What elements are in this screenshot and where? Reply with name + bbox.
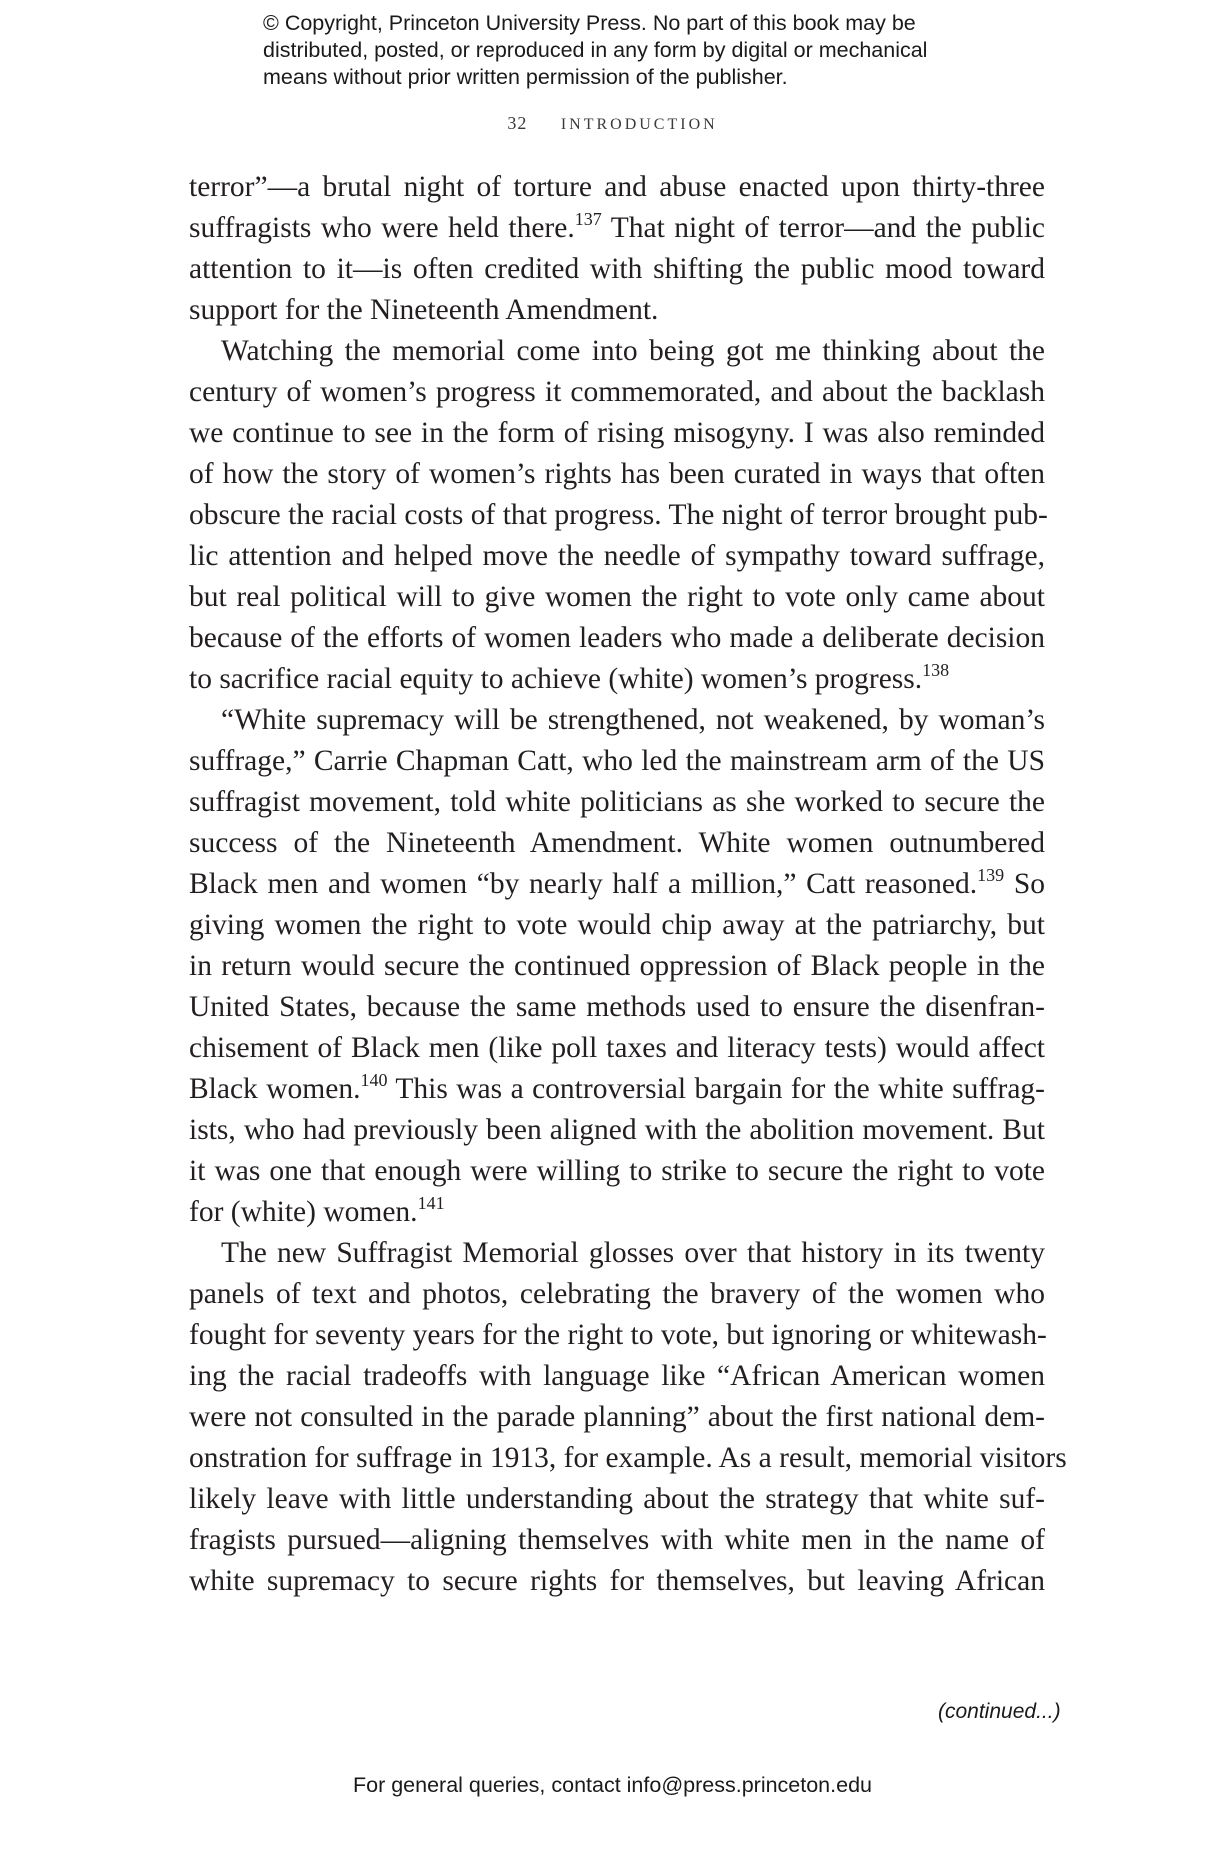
text-line — [189, 167, 1045, 208]
text-line — [189, 618, 1045, 659]
line-text: suffragist movement, told white politicians as she worked to secure the — [189, 786, 1045, 818]
line-text: attention to it—is often credited with shifting the public mood toward — [189, 253, 1045, 285]
text-line — [189, 1397, 1045, 1438]
line-text: suffragists who were held there. — [189, 212, 575, 244]
copyright-line: means without prior written permission of the publisher. — [263, 65, 788, 89]
line-text: success of the Nineteenth Amendment. White women outnumbered — [189, 827, 1045, 859]
text-line — [189, 413, 1045, 454]
text-line — [189, 372, 1045, 413]
copyright-line: © Copyright, Princeton University Press. No part of this book may be — [263, 11, 916, 35]
line-text: fought for seventy years for the right to vote, but ignoring or whitewash- — [189, 1319, 1047, 1351]
text-line — [189, 249, 1045, 290]
footnote-reference[interactable]: 137 — [574, 209, 602, 229]
text-line — [189, 1151, 1045, 1192]
text-line — [189, 1192, 1045, 1233]
footnote-reference[interactable]: 139 — [977, 865, 1005, 885]
line-text: “White supremacy will be strengthened, not weakened, by woman’s — [221, 704, 1045, 736]
line-text: giving women the right to vote would chip away at the patriarchy, but — [189, 909, 1045, 941]
body-text — [189, 167, 1067, 1602]
text-line — [189, 1479, 1045, 1520]
text-line — [189, 536, 1045, 577]
footer-contact: For general queries, contact info@press.princeton.edu — [352, 1773, 872, 1797]
line-text: United States, because the same methods used to ensure the disenfran- — [189, 991, 1045, 1023]
text-line — [189, 905, 1045, 946]
text-line — [189, 823, 1045, 864]
line-text: support for the Nineteenth Amendment. — [189, 294, 659, 326]
line-text: The new Suffragist Memorial glosses over that history in its twenty — [221, 1237, 1045, 1269]
text-line — [189, 782, 1045, 823]
line-text: of how the story of women’s rights has been curated in ways that often — [189, 458, 1045, 490]
line-text: century of women’s progress it commemorated, and about the backlash — [189, 376, 1045, 408]
footnote-reference[interactable]: 141 — [417, 1193, 445, 1213]
text-line — [189, 577, 1045, 618]
line-text: but real political will to give women the right to vote only came about — [189, 581, 1045, 613]
text-line — [189, 659, 1045, 700]
line-text: fragists pursued—aligning themselves with white men in the name of — [189, 1524, 1045, 1556]
line-text: because of the efforts of women leaders who made a deliberate decision — [189, 622, 1045, 654]
line-text: in return would secure the continued oppression of Black people in the — [189, 950, 1045, 982]
text-line — [189, 1356, 1045, 1397]
line-text: to sacrifice racial equity to achieve (white) women’s progress. — [189, 663, 923, 695]
text-line — [189, 1233, 1045, 1274]
copyright-line: distributed, posted, or reproduced in any form by digital or mechanical — [263, 38, 928, 62]
line-text: we continue to see in the form of rising misogyny. I was also reminded — [189, 417, 1045, 449]
text-line — [189, 864, 1045, 905]
running-head — [0, 113, 1225, 134]
text-line — [189, 1028, 1045, 1069]
line-text: Watching the memorial come into being got me thinking about the — [221, 335, 1045, 367]
line-text-after-note: That night of terror—and the public — [601, 212, 1045, 244]
text-line — [189, 290, 1045, 331]
text-line — [189, 208, 1045, 249]
line-text: suffrage,” Carrie Chapman Catt, who led the mainstream arm of the US — [189, 745, 1045, 777]
line-text: onstration for suffrage in 1913, for example. As a result, memorial visitors — [189, 1442, 1067, 1474]
section-title: INTRODUCTION — [560, 116, 718, 133]
text-line — [189, 946, 1045, 987]
text-line — [189, 1561, 1045, 1602]
footnote-reference[interactable]: 138 — [922, 660, 950, 680]
line-text: Black women. — [189, 1073, 361, 1105]
page-number: 32 — [507, 113, 528, 133]
line-text: obscure the racial costs of that progress. The night of terror brought pub- — [189, 499, 1048, 531]
text-line — [189, 700, 1045, 741]
text-line — [189, 1069, 1045, 1110]
footnote-reference[interactable]: 140 — [360, 1070, 388, 1090]
text-line — [189, 454, 1045, 495]
line-text: ing the racial tradeoffs with language like “African American women — [189, 1360, 1045, 1392]
text-line — [189, 1274, 1045, 1315]
text-line — [189, 331, 1045, 372]
text-line — [189, 987, 1045, 1028]
line-text: likely leave with little understanding about the strategy that white suf- — [189, 1483, 1045, 1515]
line-text: for (white) women. — [189, 1196, 418, 1228]
line-text: chisement of Black men (like poll taxes and literacy tests) would affect — [189, 1032, 1045, 1064]
continued-label: (continued...) — [938, 1700, 1061, 1723]
text-line — [189, 1520, 1045, 1561]
text-line — [189, 1438, 1067, 1479]
line-text: white supremacy to secure rights for themselves, but leaving African — [189, 1565, 1045, 1597]
line-text: Black men and women “by nearly half a million,” Catt reasoned. — [189, 868, 978, 900]
text-line — [189, 1315, 1045, 1356]
line-text: ists, who had previously been aligned with the abolition movement. But — [189, 1114, 1045, 1146]
text-line — [189, 741, 1045, 782]
line-text: terror”—a brutal night of torture and abuse enacted upon thirty-three — [189, 171, 1045, 203]
line-text: it was one that enough were willing to strike to secure the right to vote — [189, 1155, 1045, 1187]
line-text-after-note: This was a controversial bargain for the white suffrag- — [387, 1073, 1045, 1105]
line-text: lic attention and helped move the needle of sympathy toward suffrage, — [189, 540, 1045, 572]
text-line — [189, 1110, 1045, 1151]
copyright-notice — [263, 10, 1023, 91]
line-text: panels of text and photos, celebrating the bravery of the women who — [189, 1278, 1045, 1310]
text-line — [189, 495, 1048, 536]
line-text-after-note: So — [1004, 868, 1045, 900]
line-text: were not consulted in the parade planning” about the first national dem- — [189, 1401, 1045, 1433]
